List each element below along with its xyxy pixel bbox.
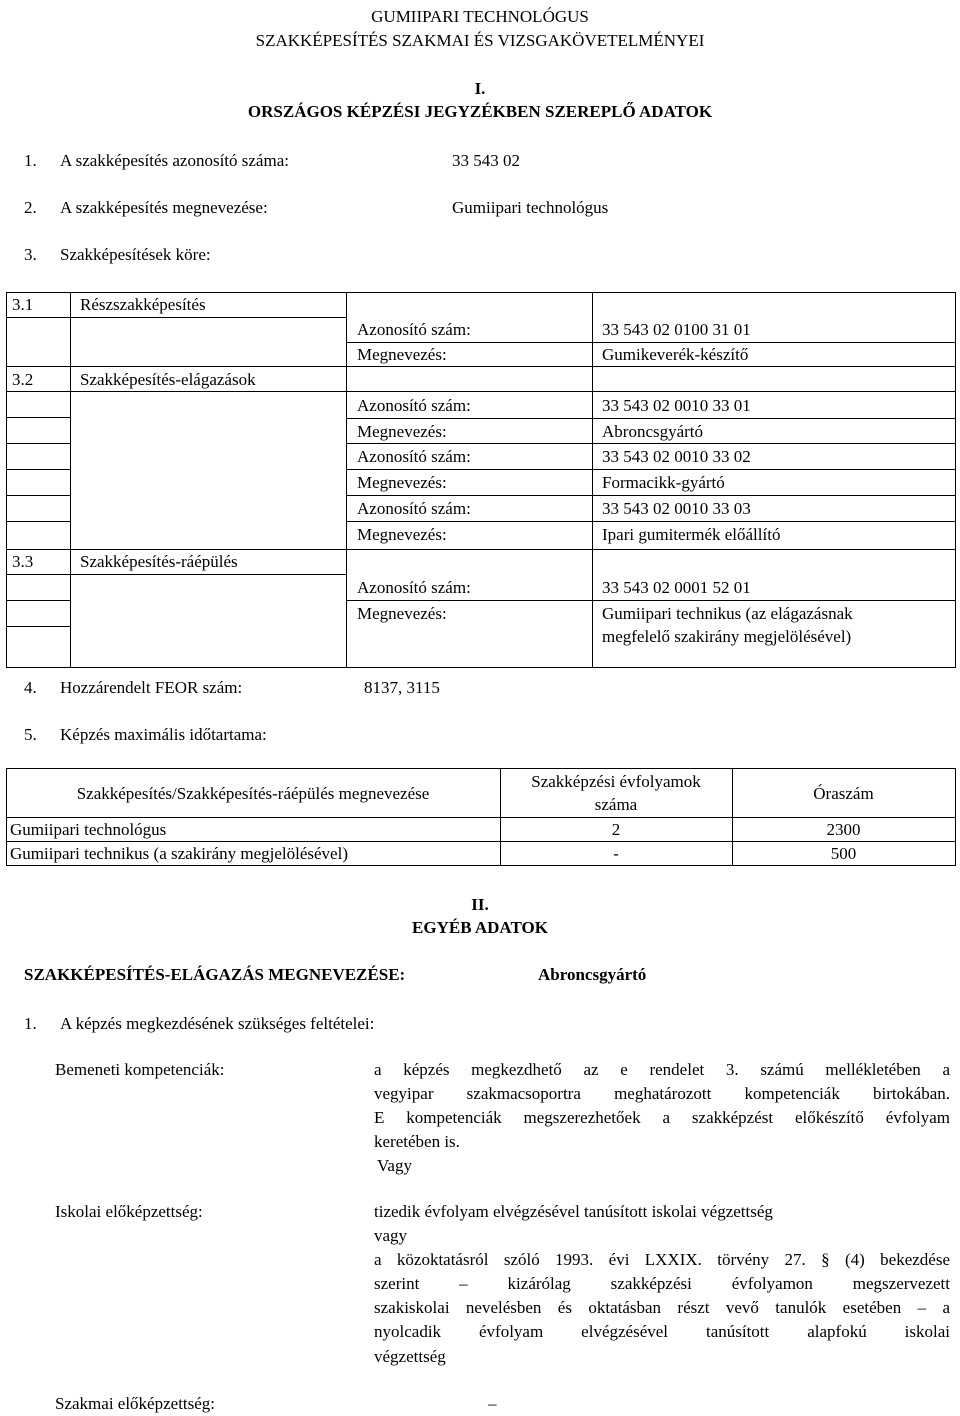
- partial-name-label: Megnevezés:: [357, 345, 447, 364]
- branch3-id-label: Azonosító szám:: [357, 499, 471, 518]
- duration-row1-name: Gumiipari technológus: [10, 820, 167, 839]
- entry-competencies-line3: E kompetenciák megszerezhetőek a szakképzést előkészítő évfolyam: [374, 1108, 950, 1127]
- item3-number: 3.: [24, 245, 37, 264]
- item2-number: 2.: [24, 198, 37, 217]
- branch-name-value: Abroncsgyártó: [538, 965, 647, 984]
- item5-number: 5.: [24, 725, 37, 744]
- duration-header-name: Szakképesítés/Szakképesítés-ráépülés megnevezése: [76, 784, 430, 803]
- item4-value: 8137, 3115: [364, 678, 440, 697]
- branch2-id-label: Azonosító szám:: [357, 447, 471, 466]
- entry-competencies-line2: vegyipar szakmacsoportra meghatározott kompetenciák birtokában.: [374, 1084, 950, 1103]
- entry-competencies-line5: Vagy: [377, 1156, 412, 1175]
- prereq-number: 1.: [24, 1014, 37, 1033]
- branch2-id-value: 33 543 02 0010 33 02: [602, 447, 751, 466]
- item4-label: Hozzárendelt FEOR szám:: [60, 678, 243, 697]
- row-3-3-number: 3.3: [12, 552, 34, 571]
- addon-name-value-line2: megfelelő szakirány megjelölésével): [602, 627, 852, 646]
- row-3-2-number: 3.2: [12, 370, 34, 389]
- branch1-name-label: Megnevezés:: [357, 422, 447, 441]
- partial-id-value: 33 543 02 0100 31 01: [602, 320, 751, 339]
- row-3-2-title: Szakképesítés-elágazások: [80, 370, 256, 389]
- branch2-name-value: Formacikk-gyártó: [602, 473, 725, 492]
- branch3-name-label: Megnevezés:: [357, 525, 447, 544]
- addon-name-value-line1: Gumiipari technikus (az elágazásnak: [602, 604, 853, 623]
- duration-row2-hours: 500: [830, 844, 857, 863]
- school-prerequisite-line1: tizedik évfolyam elvégzésével tanúsított iskolai végzettség: [374, 1202, 773, 1221]
- professional-prerequisite-value: –: [488, 1394, 497, 1413]
- branch3-name-value: Ipari gumitermék előállító: [602, 525, 781, 544]
- qualification-scope-table: [6, 292, 956, 668]
- document-title-line1: GUMIIPARI TECHNOLÓGUS: [371, 7, 589, 26]
- branch2-name-label: Megnevezés:: [357, 473, 447, 492]
- duration-row1-hours: 2300: [826, 820, 861, 839]
- part2-roman: II.: [471, 895, 489, 914]
- school-prerequisite-line5: szakiskolai nevelésben és oktatásban részt vevő tanulók esetében – a: [374, 1298, 950, 1317]
- row-3-1-number: 3.1: [12, 295, 34, 314]
- entry-competencies-label: Bemeneti kompetenciák:: [55, 1060, 225, 1079]
- item2-value: Gumiipari technológus: [452, 198, 609, 217]
- duration-header-years-line2: száma: [594, 795, 638, 814]
- addon-id-value: 33 543 02 0001 52 01: [602, 578, 751, 597]
- document-title-line2: SZAKKÉPESÍTÉS SZAKMAI ÉS VIZSGAKÖVETELMÉNYEI: [255, 31, 705, 50]
- item5-label: Képzés maximális időtartama:: [60, 725, 267, 744]
- item3-label: Szakképesítések köre:: [60, 245, 211, 264]
- school-prerequisite-line7: végzettség: [374, 1347, 446, 1366]
- part1-roman: I.: [474, 79, 486, 98]
- item1-label: A szakképesítés azonosító száma:: [60, 151, 289, 170]
- item1-number: 1.: [24, 151, 37, 170]
- school-prerequisite-line2: vagy: [374, 1226, 408, 1245]
- item1-value: 33 543 02: [452, 151, 520, 170]
- addon-name-label: Megnevezés:: [357, 604, 447, 623]
- school-prerequisite-label: Iskolai előképzettség:: [55, 1202, 203, 1221]
- branch1-id-label: Azonosító szám:: [357, 396, 471, 415]
- branch1-id-value: 33 543 02 0010 33 01: [602, 396, 751, 415]
- partial-name-value: Gumikeverék-készítő: [602, 345, 749, 364]
- prereq-title: A képzés megkezdésének szükséges feltételei:: [60, 1014, 375, 1033]
- duration-row2-years: -: [613, 844, 619, 863]
- branch3-id-value: 33 543 02 0010 33 03: [602, 499, 751, 518]
- school-prerequisite-line6: nyolcadik évfolyam elvégzésével tanúsított alapfokú iskolai: [374, 1322, 950, 1341]
- item2-label: A szakképesítés megnevezése:: [60, 198, 268, 217]
- duration-header-hours: Óraszám: [813, 784, 874, 803]
- duration-header-years-line1: Szakképzési évfolyamok: [531, 772, 701, 791]
- entry-competencies-line1: a képzés megkezdhető az e rendelet 3. számú mellékletében a: [374, 1060, 950, 1079]
- row-3-1-title: Részszakképesítés: [80, 295, 206, 314]
- addon-id-label: Azonosító szám:: [357, 578, 471, 597]
- part2-heading: EGYÉB ADATOK: [412, 918, 548, 937]
- part1-heading: ORSZÁGOS KÉPZÉSI JEGYZÉKBEN SZEREPLŐ ADATOK: [247, 102, 713, 121]
- entry-competencies-line4: keretében is.: [374, 1132, 460, 1151]
- duration-table: [6, 768, 956, 866]
- row-3-3-title: Szakképesítés-ráépülés: [80, 552, 238, 571]
- school-prerequisite-line4: szerint – kizárólag szakképzési évfolyamon megszervezett: [374, 1274, 950, 1293]
- branch1-name-value: Abroncsgyártó: [602, 422, 704, 441]
- branch-name-label: SZAKKÉPESÍTÉS-ELÁGAZÁS MEGNEVEZÉSE:: [24, 965, 406, 984]
- item4-number: 4.: [24, 678, 37, 697]
- duration-row1-years: 2: [611, 820, 621, 839]
- professional-prerequisite-label: Szakmai előképzettség:: [55, 1394, 216, 1413]
- school-prerequisite-line3: a közoktatásról szóló 1993. évi LXXIX. törvény 27. § (4) bekezdése: [374, 1250, 950, 1269]
- partial-id-label: Azonosító szám:: [357, 320, 471, 339]
- duration-row2-name: Gumiipari technikus (a szakirány megjelölésével): [10, 844, 348, 863]
